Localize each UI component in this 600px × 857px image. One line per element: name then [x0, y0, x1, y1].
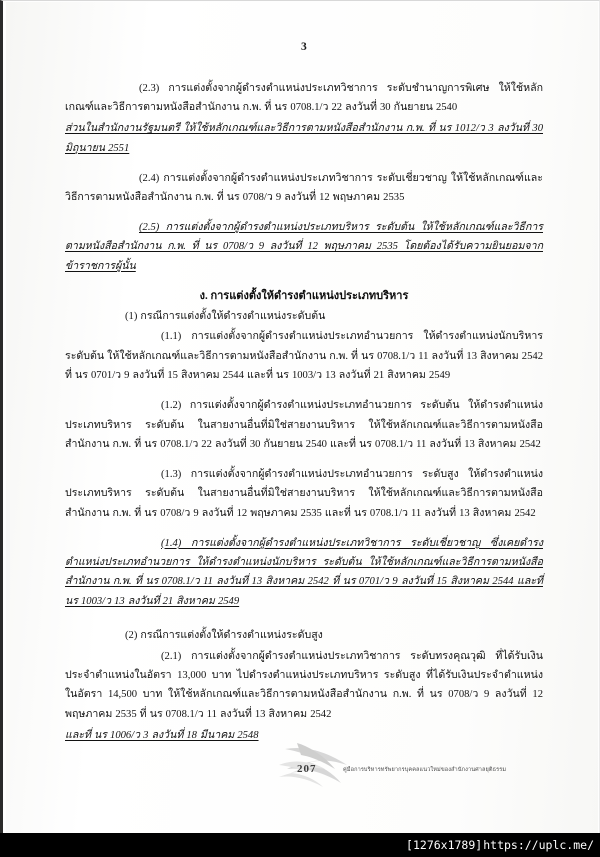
paragraph-2-3-emphasis: ส่วนในสำนักงานรัฐมนตรี ให้ใช้หลักเกณฑ์และวิธีการตามหนังสือสำนักงาน ก.พ. ที่ นร 1012/ว 3 ลงวันที่ 30 มิถุนายน 2551 [65, 123, 543, 154]
paragraph-2-5: (2.5) การแต่งตั้งจากผู้ดำรงตำแหน่งประเภทบริหาร ระดับต้น ให้ใช้หลักเกณฑ์และวิธีการตามหนังสือสำนักงาน ก.พ. ที่ นร 0708/ว 9 ลงวันที่ 12 พฤษภาคม 2535 โดยต้องได้รับความยินยอมจากข้าราชการผู้นั้น [65, 221, 543, 272]
paragraph-spacer [65, 525, 543, 534]
section-heading: ง. การแต่งตั้งให้ดำรงตำแหน่งประเภทบริหาร [199, 290, 409, 303]
watermark-bar [0, 833, 600, 857]
paragraph-2-4: (2.4) การแต่งตั้งจากผู้ดำรงตำแหน่งประเภทวิชาการ ระดับเชี่ยวชาญ ให้ใช้หลักเกณฑ์และวิธีการตามหนังสือสำนักงาน ก.พ. ที่ นร 0708/ว 9 ลงวันที่ 12 พฤษภาคม 2535 [65, 172, 543, 204]
footer-caption: คู่มือการบริหารทรัพยากรบุคคลแนวใหม่ของสำนักงานศาลยุติธรรม [343, 767, 507, 773]
paragraph-spacer [65, 209, 543, 218]
paragraph-2-1-emphasis: และที่ นร 1006/ว 3 ลงวันที่ 18 มีนาคม 2548 [65, 729, 259, 741]
page-number-top: 3 [301, 41, 307, 53]
paragraph-1-1: (1.1) การแต่งตั้งจากผู้ดำรงตำแหน่งประเภทอำนวยการ ให้ดำรงตำแหน่งนักบริหารระดับต้น ให้ใช้หลักเกณฑ์และวิธีการตามหนังสือสำนักงาน ก.พ. ที่ นร 0708.1/ว 11 ลงวันที่ 13 สิงหาคม 2542 ที่ นร 0701/ว 9 ลงวันที่ 15 สิงหาคม 2544 และที่ นร 1003/ว 13 ลงวันที่ 21 สิงหาคม 2549 [65, 331, 543, 382]
paragraph-2-3: (2.3) การแต่งตั้งจากผู้ดำรงตำแหน่งประเภทวิชาการ ระดับชำนาญการพิเศษ ให้ใช้หลักเกณฑ์และวิธีการตามหนังสือสำนักงาน ก.พ. ที่ นร 0708.1/ว 22 ลงวันที่ 30 กันยายน 2540 [65, 83, 543, 114]
paragraph-1-4: (1.4) การแต่งตั้งจากผู้ดำรงตำแหน่งประเภทวิชาการ ระดับเชี่ยวชาญ ซึ่งเคยดำรงตำแหน่งประเภทอำนวยการ ให้ดำรงตำแหน่งนักบริหาร ระดับต้น ให้ใช้หลักเกณฑ์และวิธีการตามหนังสือสำนักงาน ก.พ. ที่ นร 0708.1/ว 11 ลงวันที่ 13 สิงหาคม 2542 ที่ นร 0701/ว 9 ลงวันที่ 15 สิงหาคม 2544 และที่ นร 1003/ว 13 ลงวันที่ 21 สิงหาคม 2549 [65, 537, 543, 607]
paragraph-spacer [65, 456, 543, 465]
paragraph-spacer [65, 613, 543, 626]
page-number-footer: 207 [297, 763, 317, 775]
document-text-column [65, 41, 543, 747]
page-footer [65, 749, 543, 795]
paragraph-1-3: (1.3) การแต่งตั้งจากผู้ดำรงตำแหน่งประเภทอำนวยการ ระดับสูง ให้ดำรงตำแหน่งประเภทบริหาร ระดับต้น ในสายงานอื่นที่มิใช่สายงานบริหาร ให้ใช้หลักเกณฑ์และวิธีการตามหนังสือสำนักงาน ก.พ. ที่ นร 0708/ว 9 ลงวันที่ 12 พฤษภาคม 2535 และที่ นร 0708.1/ว 11 ลงวันที่ 13 สิงหาคม 2542 [65, 468, 543, 519]
watermark-dimensions: [1276x1789] [406, 838, 483, 852]
paragraph-spacer [65, 160, 543, 169]
watermark-url-link[interactable]: https://uplc.me/ [483, 838, 594, 852]
paragraph-1-2: (1.2) การแต่งตั้งจากผู้ดำรงตำแหน่งประเภทอำนวยการ ระดับต้น ให้ดำรงตำแหน่งประเภทบริหาร ระดับต้น ในสายงานอื่นที่มิใช่สายงานบริหาร ให้ใช้หลักเกณฑ์และวิธีการตามหนังสือสำนักงาน ก.พ. ที่ นร 0708.1/ว 22 ลงวันที่ 30 กันยายน 2540 และที่ นร 0708.1/ว 11 ลงวันที่ 13 สิงหาคม 2542 [65, 400, 543, 450]
subheading-case-2: (2) กรณีการแต่งตั้งให้ดำรงตำแหน่งระดับสูง [125, 629, 323, 641]
subheading-case-1: (1) กรณีการแต่งตั้งให้ดำรงตำแหน่งระดับต้น [125, 310, 326, 322]
paragraph-spacer [65, 387, 543, 396]
paragraph-2-1: (2.1) การแต่งตั้งจากผู้ดำรงตำแหน่งประเภทวิชาการ ระดับทรงคุณวุฒิ ที่ได้รับเงินประจำตำแหน่งในอัตรา 13,000 บาท ไปดำรงตำแหน่งประเภทบริหาร ระดับสูง ที่ได้รับเงินประจำตำแหน่งในอัตรา 14,500 บาท ให้ใช้หลักเกณฑ์และวิธีการตามหนังสือสำนักงาน ก.พ. ที่ นร 0708/ว 9 ลงวันที่ 12 พฤษภาคม 2535 ที่ นร 0708.1/ว 11 ลงวันที่ 13 สิงหาคม 2542 [65, 650, 543, 720]
